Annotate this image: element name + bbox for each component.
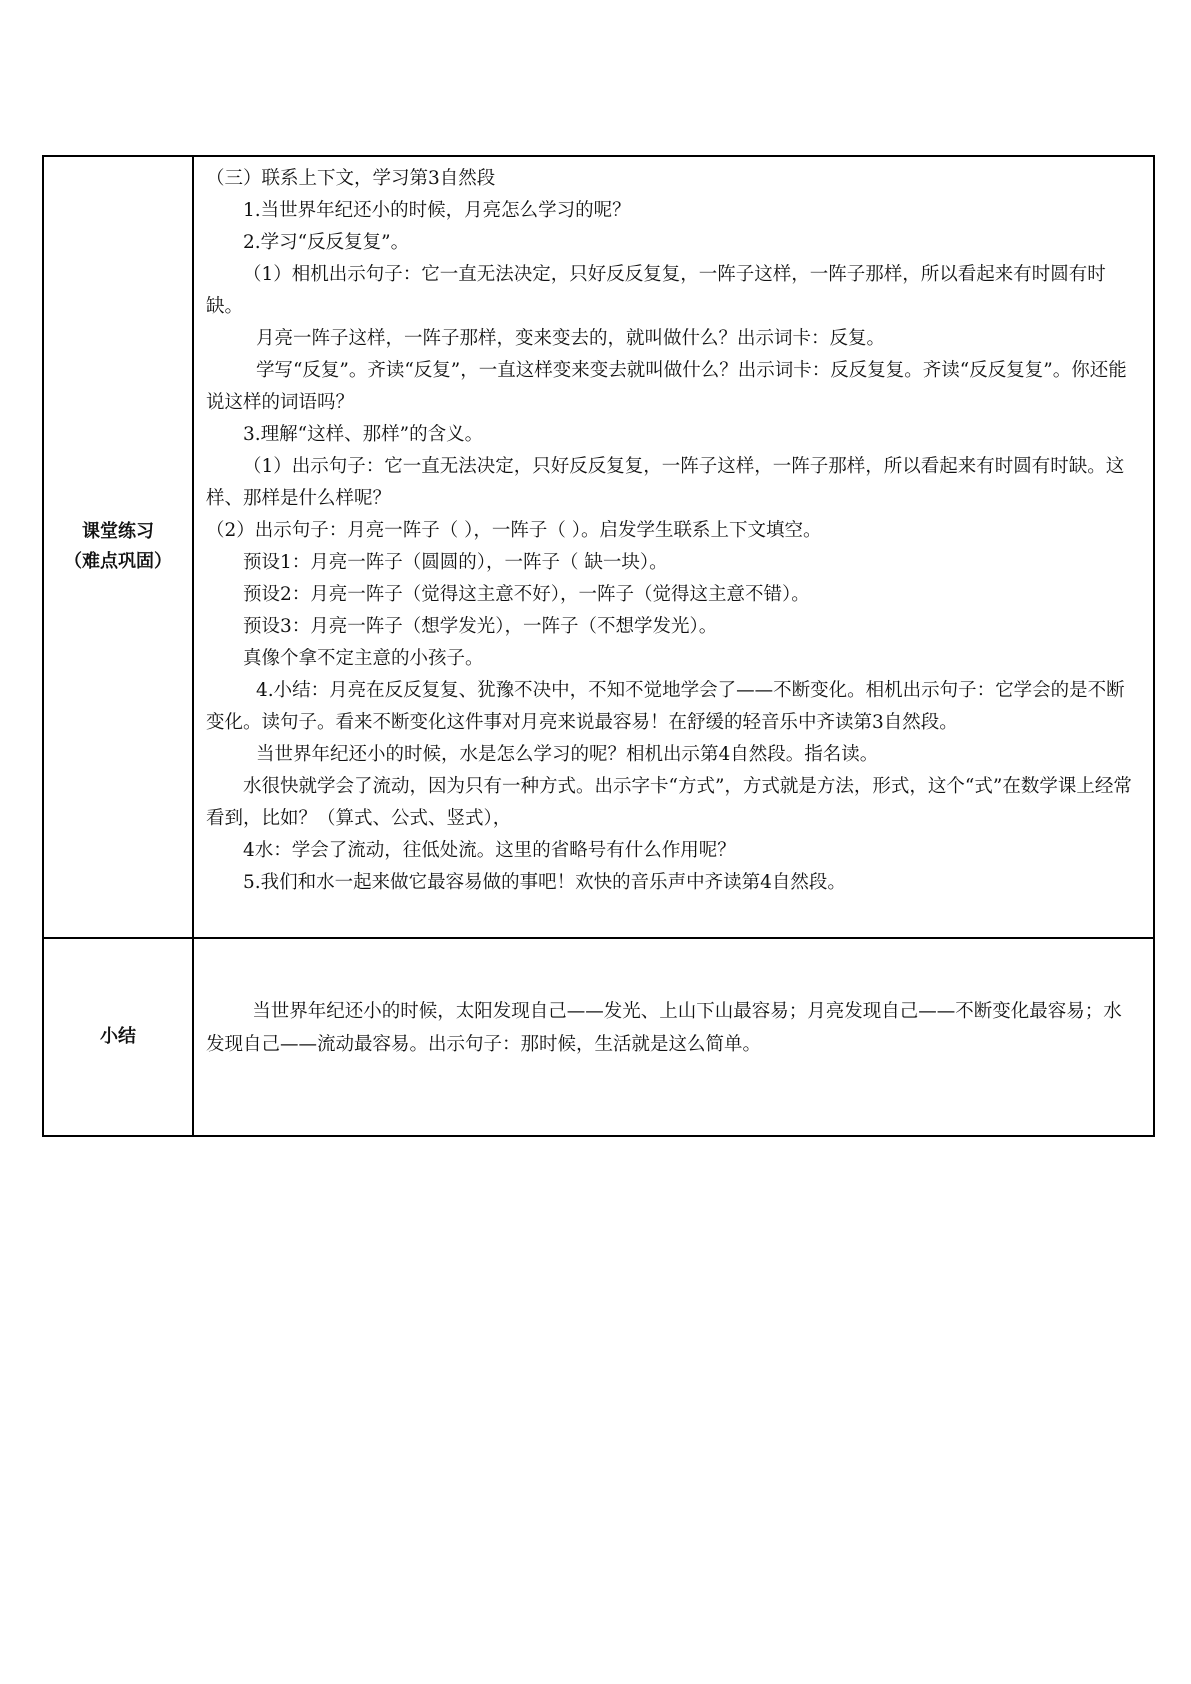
summary-label: 小结 — [100, 1026, 136, 1047]
paragraph: 4.小结：月亮在反反复复、犹豫不决中，不知不觉地学会了——不断变化。相机出示句子：它学会的是不断变化。读句子。看来不断变化这件事对月亮来说最容易！在舒缓的轻音乐中齐读第3自然段。 — [206, 680, 1125, 733]
paragraph: 1.当世界年纪还小的时候，月亮怎么学习的呢？ — [243, 200, 631, 221]
summary-content-cell — [193, 938, 1154, 1136]
paragraph: （三）联系上下文，学习第3自然段 — [206, 168, 496, 189]
practice-label-cell — [43, 156, 193, 938]
paragraph: 水很快就学会了流动，因为只有一种方式。出示字卡“方式”，方式就是方法，形式，这个“式”在数学课上经常看到，比如？（算式、公式、竖式）， — [206, 776, 1132, 829]
summary-content — [194, 939, 1153, 1071]
paragraph: 当世界年纪还小的时候，水是怎么学习的呢？相机出示第4自然段。指名读。 — [255, 744, 879, 765]
practice-label-subtitle: （难点巩固） — [64, 551, 172, 572]
paragraph: 3.理解“这样、那样”的含义。 — [243, 424, 484, 445]
paragraph: 4水：学会了流动，往低处流。这里的省略号有什么作用呢？ — [243, 840, 736, 861]
paragraph: 学写“反复”。齐读“反复”，一直这样变来变去就叫做什么？出示词卡：反反复复。齐读“反反复复”。你还能说这样的词语吗？ — [206, 360, 1127, 413]
paragraph: （1）相机出示句子：它一直无法决定，只好反反复复，一阵子这样，一阵子那样，所以看起来有时圆有时缺。 — [206, 264, 1106, 317]
practice-content — [194, 157, 1153, 909]
paragraph: 5.我们和水一起来做它最容易做的事吧！欢快的音乐声中齐读第4自然段。 — [243, 872, 846, 893]
paragraph: 预设2：月亮一阵子（觉得这主意不好），一阵子（觉得这主意不错）。 — [243, 584, 810, 605]
practice-content-cell — [193, 156, 1154, 938]
summary-label-cell — [43, 938, 193, 1136]
paragraph: 预设3：月亮一阵子（想学发光），一阵子（不想学发光）。 — [243, 616, 718, 637]
summary-row — [43, 938, 1154, 1136]
paragraph: 2.学习“反反复复”。 — [243, 232, 410, 253]
practice-row — [43, 156, 1154, 938]
practice-label-title: 课堂练习 — [82, 521, 154, 542]
paragraph: 真像个拿不定主意的小孩子。 — [243, 648, 484, 669]
paragraph: 月亮一阵子这样，一阵子那样，变来变去的，就叫做什么？出示词卡：反复。 — [255, 328, 885, 349]
paragraph: （1）出示句子：它一直无法决定，只好反反复复，一阵子这样，一阵子那样，所以看起来有时圆有时缺。这样、那样是什么样呢？ — [206, 456, 1125, 509]
paragraph: 预设1：月亮一阵子（圆圆的），一阵子（ 缺一块）。 — [243, 552, 668, 573]
lesson-table — [42, 155, 1155, 1137]
paragraph: （2）出示句子：月亮一阵子（ ），一阵子（ ）。启发学生联系上下文填空。 — [206, 520, 822, 541]
summary-text: 当世界年纪还小的时候，太阳发现自己——发光、上山下山最容易；月亮发现自己——不断变化最容易；水发现自己——流动最容易。出示句子：那时候，生活就是这么简单。 — [206, 1001, 1122, 1055]
